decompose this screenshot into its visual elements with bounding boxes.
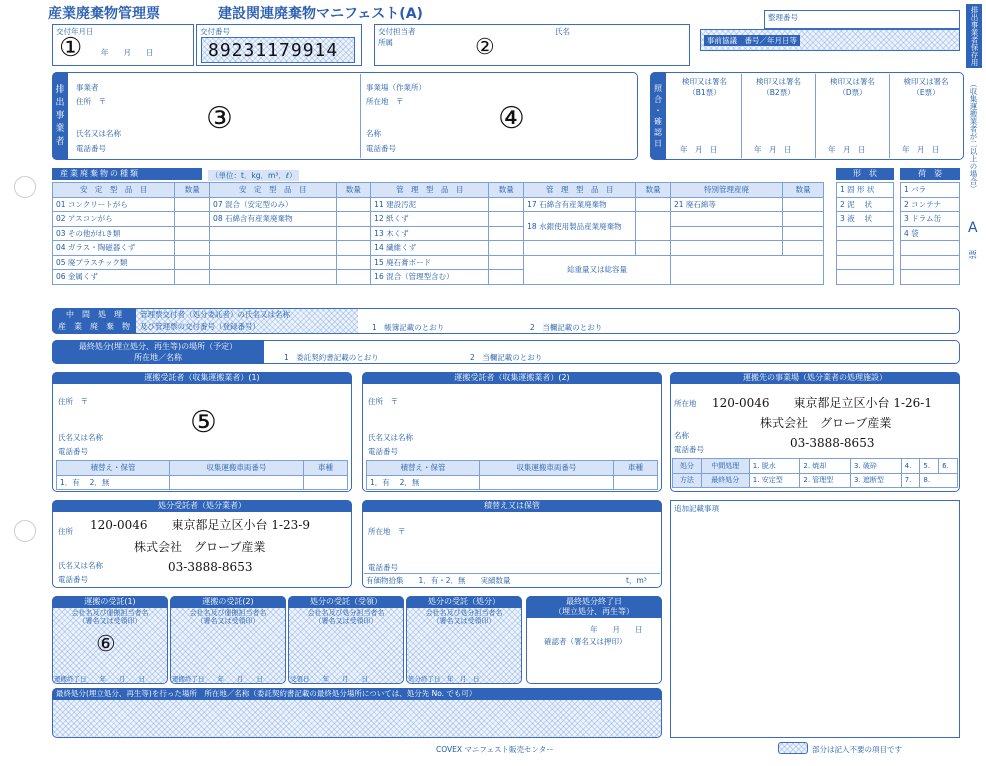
destination-tel: 03-3888-8653 [790,436,875,450]
circle-6: ⑥ [96,632,116,657]
circle-4: ④ [498,101,525,136]
storage-valuables: 有価物拾集 1．有・2．無 実績数量 t，m³ [364,573,660,586]
table-row: 06 金属くず 16 混合（管理型含む） [53,270,824,285]
receipt-1-date: 運搬終了日 年 月 日 [54,675,145,683]
transport1-name: 氏名又は名称 [58,433,103,442]
intermediate-option-2: 2 当欄記載のとおり [530,323,603,332]
footer-note: 部分は記入不要の項目です [812,745,902,754]
intermediate-option-1: 1 帳簿記載のとおり [372,323,445,332]
waste-unit: （単位：t．kg．m³．ℓ） [208,170,299,181]
receipt-3-title: 処分の受託（受領） [288,596,404,608]
table-row: 05 廃プラスチック類 15 廃石膏ボード 総重量又は総容量 [53,255,824,270]
issue-number-box [196,24,362,66]
site-name-label: 名称 [366,129,381,138]
emitter-addr-label: 住所 〒 [76,97,106,106]
transport2-name: 氏名又は名称 [368,433,413,442]
form-title: 形 状 [836,168,894,180]
final-place-label: 最終処分(埋立処分、再生等)を行った場所 所在地／名称（委託契約書記載の最終処分場所については、処分先 No. でも可） [52,688,662,700]
destination-name-label: 名称 [674,431,689,440]
emitter-name-label: 氏名又は名称 [76,129,121,138]
jizen-box [700,29,960,51]
punch-hole [14,520,36,542]
confirm-col-3: 検印又は署名 （D票） 年 月 日 [816,74,890,158]
circle-2: ② [475,35,495,60]
transport1-table: 積替え・保管 収集運搬車両番号 車種 1．有 2．無 [56,460,348,490]
disposer-company: 株式会社 グローブ産業 [134,540,266,554]
receipt-1-sign: 会社名及び運搬担当者名 （署名又は受領印） [71,609,149,625]
extra-notes-label: 追加記載事項 [674,504,719,513]
issue-date-fields: 年 月 日 [101,48,154,57]
site-tel-label: 電話番号 [366,144,396,153]
transport1-title: 運搬受託者（収集運搬業者）(1) [52,372,352,384]
emitter-biz-label: 事業者 [76,83,99,92]
side-hyo: 票 [968,251,978,261]
emitter-box [52,72,638,160]
punch-hole [14,176,36,198]
emitter-divider [360,74,361,158]
receipt-2-title: 運搬の受託(2) [170,596,286,608]
officer-name-label: 氏名 [555,27,570,36]
confirm-col-1: 検印又は署名 （B1票） 年 月 日 [668,74,742,158]
waste-table: 安 定 型 品 目 数量 安 定 型 品 目 数量 管 理 型 品 目 数量 管 理 型 品 目 数量 特別管理産廃 数量 01 コンクリートがら 07 混合（安定型のみ） 11 建設汚泥 17 石綿含有産業廃棄物 21 廃石綿等 02 アスコンがら 08 石綿含有産業廃棄物 12 紙くず 18 水銀使用製品産業廃棄物 03 その他がれき類 13 木くず 04 ガラス・陶磁器くず 14 繊維くず 05 廃プラスチック類 15 廃石膏ボード 総重量又は総容量 06 金属くず 16 混合（管理型含む） [52,182,824,285]
extra-notes-box [670,500,960,738]
transport2-tel: 電話番号 [368,447,398,456]
intermediate-desc: 管理票交付者（処分委託者）の氏名又は名称 及び管理票の交付番号（登録番号） [136,309,358,333]
transport2-title: 運搬受託者（収集運搬業者）(2) [362,372,662,384]
disposer-tel-label: 電話番号 [58,575,88,584]
officer-label: 交付担当者 [378,27,416,36]
emitter-band: 排 出 事 業 者 [52,72,68,160]
jizen-label: 事前協議 番号／年月日等 [704,35,800,46]
side-letter: A [968,220,978,236]
final-completion-date: 年 月 日 [590,625,643,634]
receipt-2-sign: 会社名及び運搬担当者名 （署名又は受領印） [189,609,267,625]
emitter-tel-label: 電話番号 [76,144,106,153]
table-row: 01 コンクリートがら 07 混合（安定型のみ） 11 建設汚泥 17 石綿含有産業廃棄物 21 廃石綿等 [53,197,824,212]
final-completion-confirmer: 確認者（署名又は押印） [544,637,627,646]
transport2-table: 積替え・保管 収集運搬車両番号 車種 1．有 2．無 [366,460,658,490]
disposer-title: 処分受託者（処分業者） [52,500,352,512]
confirm-col-2: 検印又は署名 （B2票） 年 月 日 [742,74,816,158]
seiri-label: 整理番号 [768,13,798,22]
circle-3: ③ [206,101,233,136]
transport1-addr: 住所 〒 [58,397,88,406]
receipt-2-date: 運搬終了日 年 月 日 [172,675,263,683]
transport1-tel: 電話番号 [58,447,88,456]
officer-affil-label: 所属 [378,38,393,47]
disposer-address: 120-0046 東京都足立区小台 1-23-9 [90,518,310,532]
side-band: 排出事業者保存用 [966,4,982,68]
disposal-method-table: 処分 中間処理 1. 脱水 2. 焼却 3. 破砕 4. 5. 6. 方法 最終処分 1. 安定型 2. 管理型 3. 遮断型 7. 8. [672,458,958,488]
transport2-addr: 住所 〒 [368,397,398,406]
final-completion-title: 最終処分終了日 （埋立処分、再生等） [526,596,662,618]
pack-table: 1 バラ 2 コンテナ 3 ドラム缶 4 袋 [900,182,960,285]
pack-title: 荷 姿 [900,168,960,180]
confirm-band: 照 合 ・ 確 認 日 [650,72,666,160]
storage-addr: 所在地 〒 [368,527,406,536]
destination-company: 株式会社 グローブ産業 [760,416,892,430]
seiri-box [764,10,960,29]
site-addr-label: 所在地 〒 [366,97,404,106]
manifest-subtitle: 建設関連廃棄物マニフェスト(A) [218,6,423,22]
table-row: 04 ガラス・陶磁器くず 14 繊維くず [53,241,824,256]
form-table: 1 固 形 状 2 泥 状 3 液 状 [836,182,894,285]
issue-date-label: 交付年月日 [56,27,94,36]
circle-1: ① [59,33,83,63]
receipt-4-sign: 会社名及び処分担当者名 （署名又は受領印） [425,609,503,625]
destination-address: 120-0046 東京都足立区小台 1-26-1 [712,396,932,410]
table-row: 03 その他がれき類 13 木くず [53,226,824,241]
waste-title: 産業廃棄物の種類 [52,168,202,180]
final-planned-label: 最終処分(埋立処分、再生等)の場所（予定） 所在地／名称 [52,340,264,364]
issue-number-label: 交付番号 [200,27,230,36]
receipt-4-date: 処分終了日 年 月 日 [408,675,480,683]
confirm-col-4: 検印又は署名 （E票） 年 月 日 [902,77,949,154]
receipt-1-title: 運搬の受託(1) [52,596,168,608]
destination-title: 運搬先の事業場（処分業者の処理施設） [670,372,960,384]
destination-tel-label: 電話番号 [674,445,704,454]
final-option-2: 2 当欄記載のとおり [470,353,543,362]
site-label: 事業場（作業所） [366,83,426,92]
final-option-1: 1 委託契約書記載のとおり [284,353,379,362]
storage-tel: 電話番号 [368,563,398,572]
disposer-tel: 03-3888-8653 [168,560,253,574]
footer-center: COVEX マニフェスト販売センター [436,745,554,754]
destination-addr-label: 所在地 [674,399,697,408]
receipt-4-title: 処分の受託（処分） [406,596,522,608]
issue-date-box [52,24,194,66]
officer-box [374,24,690,66]
manifest-title: 産業廃棄物管理票 [48,6,160,22]
disposer-addr-label: 住所 [58,527,73,536]
table-row: 02 アスコンがら 08 石綿含有産業廃棄物 12 紙くず 18 水銀使用製品産業廃棄物 [53,212,824,227]
side-text-1: （収集運搬業者が二以上の場合） [969,80,978,193]
receipt-3-date: 受領日 年 月 日 [290,675,368,683]
disposer-name-label: 氏名又は名称 [58,561,103,570]
issue-number-field [201,37,355,63]
storage-title: 積替え又は保管 [362,500,662,512]
footer-legend-swatch [778,742,808,754]
circle-5: ⑤ [190,405,217,440]
issue-number-value: 89231179914 [208,40,339,61]
receipt-3-sign: 会社名及び処分担当者名 （署名又は受領印） [307,609,385,625]
intermediate-label: 中 間 処 理 産 業 廃 棄 物 [52,308,136,334]
